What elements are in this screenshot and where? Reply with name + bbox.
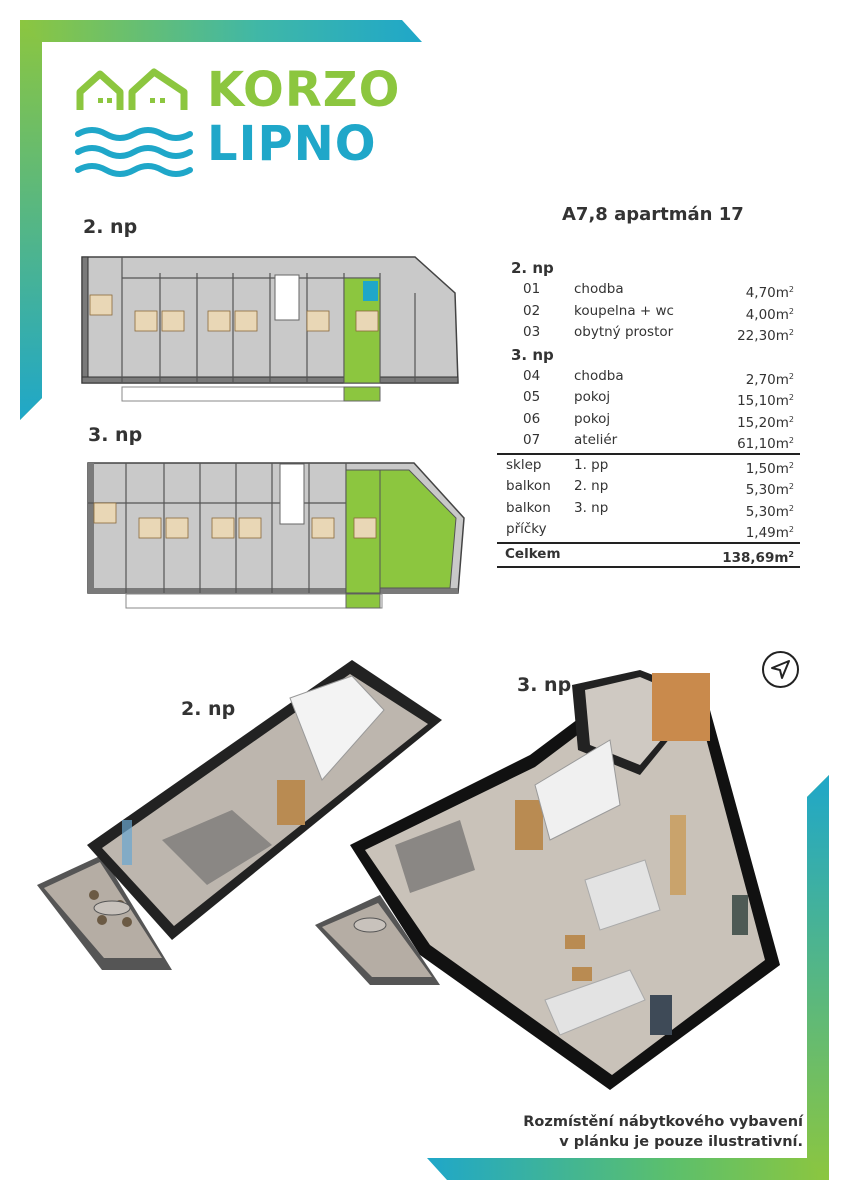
floor-3-title: 3. np [88,424,143,446]
floor-plan-2np [80,253,470,403]
floor-plan-3np [84,458,474,610]
brand-line-1: KORZO [207,62,401,118]
view-2np-label: 2. np [181,698,236,720]
rooms-table [497,257,800,568]
apartment-title: A7,8 apartmán 17 [562,204,744,225]
table-row: 06 pokoj $15,20m^2$ [523,410,794,431]
floor-2-title: 2. np [83,216,138,238]
brand-logo [74,62,401,186]
table-row: příčky $1,49m^2$ [506,521,794,541]
view-3np-label: 3. np [517,674,572,696]
houses-waves-icon [74,66,199,181]
render-3d-3np [310,655,790,1100]
table-row: 01 chodba $4,70m^2$ [523,281,794,301]
disclaimer-line-1: Rozmístění nábytkového vybavení [523,1114,803,1130]
table-row: 03 obytný prostor $22,30m^2$ [523,324,794,344]
table-row: balkon 2. np $5,30m^2$ [506,478,794,498]
table-row: sklep 1. pp $1,50m^2$ [506,456,794,477]
table-row: 07 ateliér $61,10m^2$ [523,432,794,452]
table-row: balkon 3. np $5,30m^2$ [506,499,794,520]
group-label: 3. np [511,345,554,364]
disclaimer-note [523,1112,803,1152]
disclaimer-line-2: v plánku je pouze ilustrativní. [559,1134,803,1150]
table-row: 05 pokoj $15,10m^2$ [523,389,794,409]
table-row: 02 koupelna + wc $4,00m^2$ [523,302,794,323]
group-label: 2. np [511,259,554,277]
table-row: 04 chodba $2,70m^2$ [523,367,794,388]
table-total-row: Celkem $138,69m^2$ [505,545,794,566]
brand-line-2: LIPNO [207,116,377,172]
